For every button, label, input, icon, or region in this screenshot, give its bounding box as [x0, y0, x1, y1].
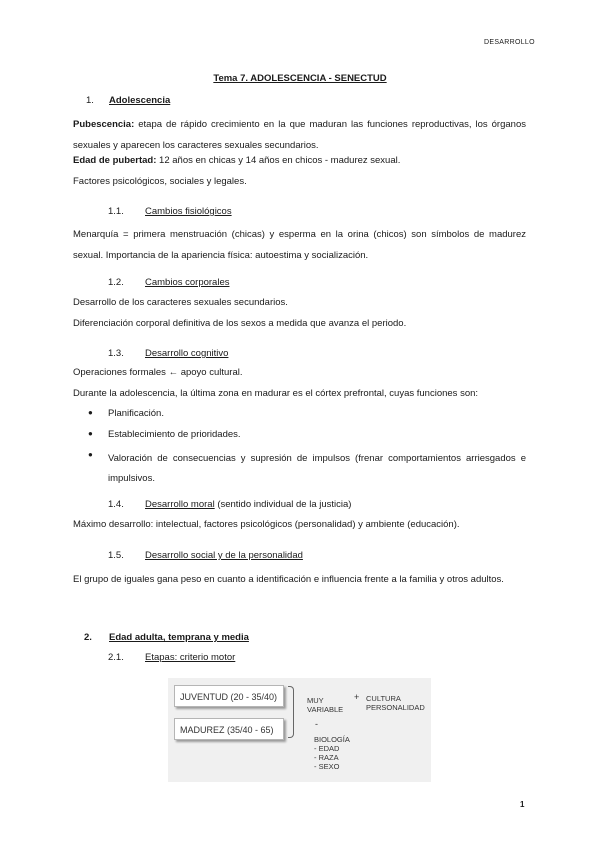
- subsection-1-4-text: Máximo desarrollo: intelectual, factores psicológicos (personalidad) y ambiente (educación).: [73, 519, 460, 530]
- plus-factors-label: CULTURA PERSONALIDAD: [366, 694, 425, 712]
- document-title: Tema 7. ADOLESCENCIA - SENECTUD: [213, 73, 387, 84]
- stage-madurez-box: MADUREZ (35/40 - 65): [174, 718, 284, 740]
- subsection-2-1-number: 2.1.: [108, 652, 124, 663]
- pubescencia-label: Pubescencia:: [73, 119, 135, 130]
- pubescencia-text: etapa de rápido crecimiento en la que maduran las funciones reproductivas, los órganos sexuales y aparecen los caracteres sexuales secundarios.: [73, 119, 526, 151]
- subsection-1-2-line-1: Desarrollo de los caracteres sexuales secundarios.: [73, 297, 288, 308]
- pubescencia-paragraph: [73, 114, 526, 156]
- subsection-1-4-number: 1.4.: [108, 499, 124, 510]
- subsection-1-3-line-1: Operaciones formales ← apoyo cultural.: [73, 367, 243, 378]
- subsection-2-1-heading: Etapas: criterio motor: [145, 652, 236, 663]
- bullet-icon: ●: [88, 408, 93, 417]
- page-number: 1: [520, 800, 525, 809]
- minus-sign: -: [315, 719, 318, 729]
- plus-sign: +: [354, 692, 360, 702]
- subsection-1-1-text: Menarquía = primera menstruación (chicas) y esperma en la orina (chicos) son símbolos de madurez sexual. Importancia de la apariencia física: autoestima y socialización.: [73, 229, 526, 261]
- bullet-item: Establecimiento de prioridades.: [108, 429, 241, 440]
- subsection-1-3-line-2: Durante la adolescencia, la última zona en madurar es el córtex prefrontal, cuyas funciones son:: [73, 388, 479, 399]
- subsection-1-5-text: El grupo de iguales gana peso en cuanto a identificación e influencia frente a la familia y otros adultos.: [73, 574, 504, 585]
- factores-line: Factores psicológicos, sociales y legales.: [73, 176, 247, 187]
- edad-pubertad-line: [73, 154, 400, 167]
- subsection-1-2-line-2: Diferenciación corporal definitiva de los sexos a medida que avanza el periodo.: [73, 318, 407, 329]
- subsection-1-4-heading-note: (sentido individual de la justicia): [214, 499, 352, 510]
- section-2-heading: Edad adulta, temprana y media: [109, 632, 249, 643]
- subsection-1-2-number: 1.2.: [108, 277, 124, 288]
- bullet-item: Planificación.: [108, 408, 164, 419]
- edad-pubertad-label: Edad de pubertad:: [73, 155, 157, 166]
- section-2-number: 2.: [84, 632, 92, 643]
- stage-juventud-box: JUVENTUD (20 - 35/40): [174, 685, 284, 707]
- subsection-1-2-heading: Cambios corporales: [145, 277, 230, 288]
- bullet-icon: ●: [88, 450, 93, 459]
- subsection-1-5-number: 1.5.: [108, 550, 124, 561]
- edad-pubertad-text: 12 años en chicas y 14 años en chicos - madurez sexual.: [156, 155, 401, 166]
- subsection-1-3-heading: Desarrollo cognitivo: [145, 348, 229, 359]
- subsection-1-1-number: 1.1.: [108, 206, 124, 217]
- running-header: DESARROLLO: [484, 39, 535, 46]
- subsection-1-4-heading-line: [145, 498, 351, 511]
- bullet-item: Valoración de consecuencias y supresión de impulsos (frenar comportamientos arriesgados e impulsivos.: [108, 453, 526, 484]
- muy-variable-label: MUY VARIABLE: [307, 696, 344, 714]
- bracket-connector: [288, 686, 294, 738]
- bullet-icon: ●: [88, 429, 93, 438]
- subsection-1-5-heading: Desarrollo social y de la personalidad: [145, 550, 303, 561]
- subsection-1-1-heading: Cambios fisiológicos: [145, 206, 232, 217]
- subsection-1-4-heading: Desarrollo moral: [145, 499, 215, 510]
- section-1-number: 1.: [86, 95, 94, 106]
- stages-figure: [168, 678, 431, 782]
- section-1-heading: Adolescencia: [109, 95, 171, 106]
- minus-factors-label: BIOLOGÍA - EDAD - RAZA - SEXO: [314, 735, 350, 771]
- subsection-1-3-number: 1.3.: [108, 348, 124, 359]
